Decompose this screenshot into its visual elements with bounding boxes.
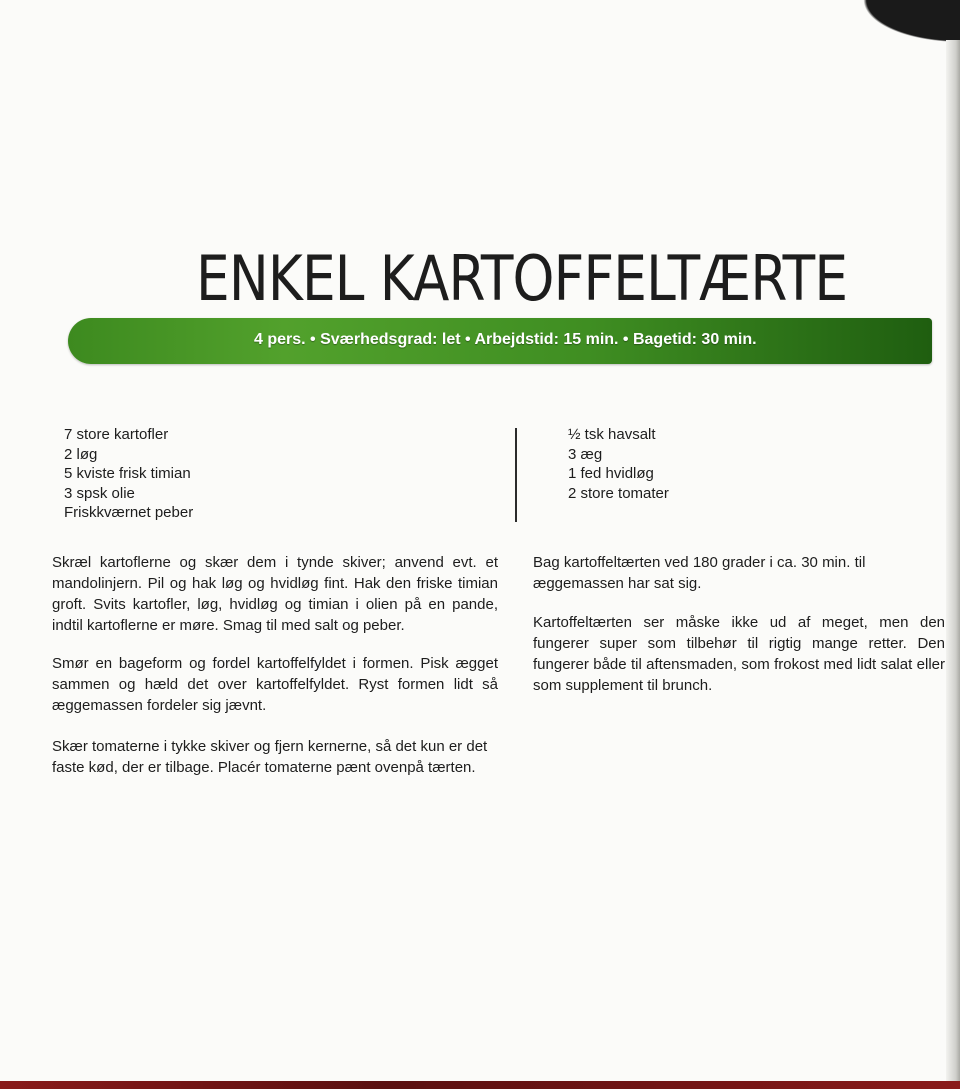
ingredient-item: 2 løg	[64, 445, 98, 463]
ingredient-item: 2 store tomater	[568, 484, 669, 502]
ingredient-item: 1 fed hvidløg	[568, 465, 654, 483]
ingredient-item: 7 store kartofler	[64, 426, 169, 443]
recipe-title: ENKEL KARTOFFELTÆRTE	[196, 242, 848, 315]
ingredient-item: ½ tsk havsalt	[568, 426, 656, 443]
ingredient-divider	[515, 428, 517, 522]
ingredient-item: 5 kviste frisk timian	[64, 465, 191, 483]
ingredient-item: 3 æg	[568, 445, 603, 463]
step-paragraph: Skær tomaterne i tykke skiver og fjern kernerne, så det kun er det faste kød, der er tilbage. Placér tomaterne pænt ovenpå tærten.	[52, 738, 488, 776]
step-paragraph: Skræl kartoflerne og skær dem i tynde skiver; anvend evt. et mandolinjern. Pil og hak løg og hvidløg fint. Hak den friske timian groft. Svits kartofler, løg, hvidløg og timian i olien på en pande, indtil kartoflerne er møre. Smag til med salt og peber.	[52, 554, 498, 634]
step-paragraph: Smør en bageform og fordel kartoffelfyldet i formen. Pisk ægget sammen og hæld det over kartoffelfyldet. Ryst formen lidt så æggemassen fordeler sig jævnt.	[52, 655, 498, 714]
ingredient-item: Friskkværnet peber	[64, 504, 194, 522]
step-paragraph: Bag kartoffeltærten ved 180 grader i ca. 30 min. til æggemassen har sat sig.	[533, 554, 866, 592]
recipe-info-line: 4 pers. • Sværhedsgrad: let • Arbejdstid: 15 min. • Bagetid: 30 min.	[254, 331, 757, 348]
ingredient-list-left	[64, 425, 193, 523]
ingredient-list-right	[568, 425, 669, 503]
serving-note-paragraph: Kartoffeltærten ser måske ikke ud af meget, men den fungerer super som tilbehør til rigtig mange retter. Den fungerer både til aftensmaden, som frokost med lidt salat eller som supplement til brunch.	[533, 614, 945, 694]
page-edge	[946, 40, 960, 1089]
book-cover-edge	[0, 1081, 960, 1089]
page-corner-shadow	[850, 0, 960, 48]
ingredient-item: 3 spsk olie	[64, 484, 135, 502]
